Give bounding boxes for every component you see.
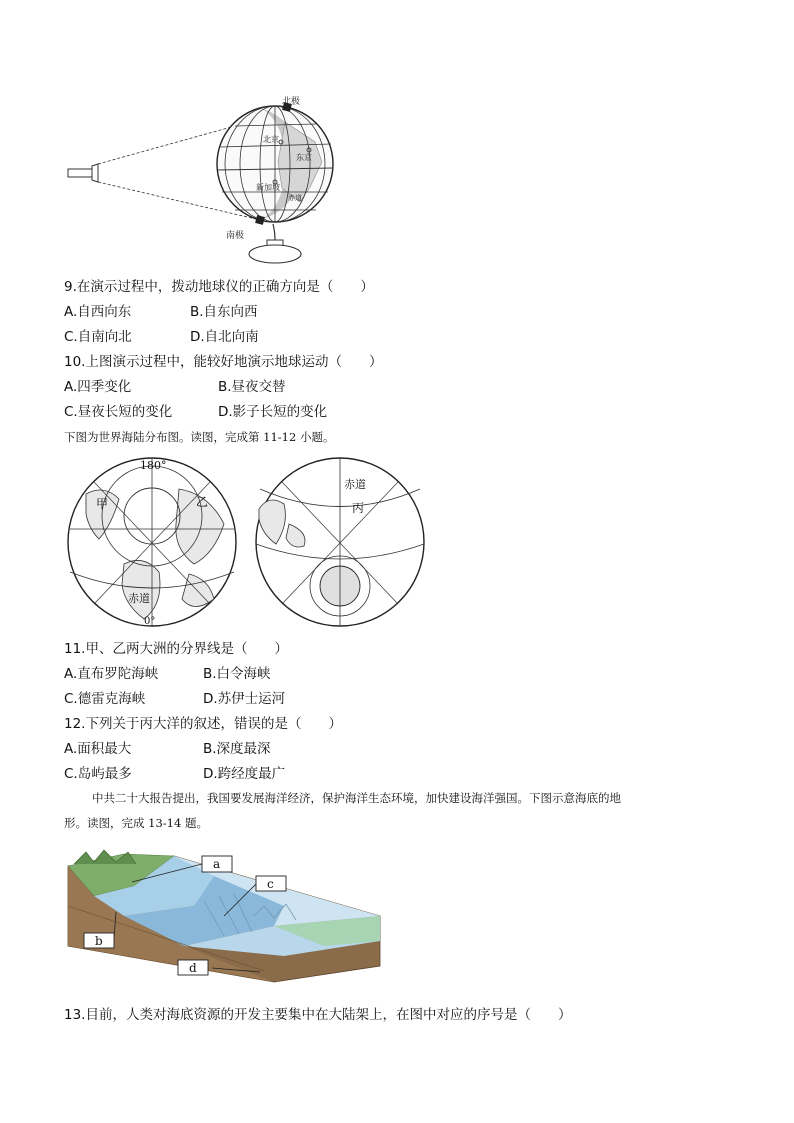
question-9-option-b[interactable]: B.自东向西 <box>190 304 258 320</box>
left-label-yi: 乙 <box>196 495 209 509</box>
left-label-equator: 赤道 <box>128 592 150 605</box>
question-9-option-d[interactable]: D.自北向南 <box>190 329 259 345</box>
question-12-option-a[interactable]: A.面积最大 <box>64 741 132 757</box>
ocean-floor-figure <box>64 846 384 988</box>
label-d: d <box>189 961 197 975</box>
right-label-equator: 赤道 <box>344 478 366 491</box>
question-11-option-a[interactable]: A.直布罗陀海峡 <box>64 666 159 682</box>
intro-13-14-line1: 中共二十大报告提出，我国要发展海洋经济，保护海洋生态环境，加快建设海洋强国。下图示意海底的地 <box>92 791 621 805</box>
question-13-stem: 13.目前，人类对海底资源的开发主要集中在大陆架上，在图中对应的序号是（ ） <box>64 1007 572 1023</box>
question-12-option-b[interactable]: B.深度最深 <box>203 741 271 757</box>
question-11-option-b[interactable]: B.白令海峡 <box>203 666 271 682</box>
label-north-pole: 北极 <box>282 97 301 107</box>
question-9-option-c[interactable]: C.自南向北 <box>64 329 132 345</box>
label-tokyo: 东京 <box>296 153 312 162</box>
right-hemisphere <box>256 458 424 626</box>
right-label-bing: 丙 <box>352 501 365 515</box>
question-9-option-a[interactable]: A.自西向东 <box>64 304 132 320</box>
left-label-jia: 甲 <box>96 497 109 511</box>
question-11-stem: 11.甲、乙两大洲的分界线是（ ） <box>64 641 288 657</box>
flashlight-head <box>92 164 98 182</box>
label-equator: 赤道 <box>288 194 302 202</box>
world-land-sea-figure <box>64 454 430 632</box>
label-a: a <box>213 857 221 871</box>
label-b: b <box>95 934 103 948</box>
question-10-option-c[interactable]: C.昼夜长短的变化 <box>64 404 173 420</box>
left-label-zero: 0° <box>144 616 156 627</box>
left-label-180: 180° <box>140 459 167 472</box>
flashlight-body <box>68 169 92 177</box>
question-12-option-d[interactable]: D.跨经度最广 <box>203 766 286 782</box>
globe-demo-figure <box>60 92 340 272</box>
question-10-option-a[interactable]: A.四季变化 <box>64 379 132 395</box>
left-hemisphere <box>68 458 236 627</box>
question-12-stem: 12.下列关于丙大洋的叙述，错误的是（ ） <box>64 716 342 732</box>
intro-11-12: 下图为世界海陆分布图。读图，完成第 11-12 小题。 <box>64 430 335 444</box>
question-10-stem: 10.上图演示过程中，能较好地演示地球运动（ ） <box>64 354 383 370</box>
question-12-option-c[interactable]: C.岛屿最多 <box>64 766 132 782</box>
intro-13-14-line2: 形。读图，完成 13-14 题。 <box>64 816 208 830</box>
question-9-stem: 9.在演示过程中，拨动地球仪的正确方向是（ ） <box>64 279 374 295</box>
question-11-option-c[interactable]: C.德雷克海峡 <box>64 691 146 707</box>
label-c: c <box>267 877 274 891</box>
question-10-option-d[interactable]: D.影子长短的变化 <box>218 404 328 420</box>
label-south-pole: 南极 <box>226 231 245 241</box>
label-beijing: 北京 <box>263 135 279 144</box>
question-11-option-d[interactable]: D.苏伊士运河 <box>203 691 286 707</box>
label-singapore: 新加坡 <box>256 183 280 192</box>
question-10-option-b[interactable]: B.昼夜交替 <box>218 379 286 395</box>
